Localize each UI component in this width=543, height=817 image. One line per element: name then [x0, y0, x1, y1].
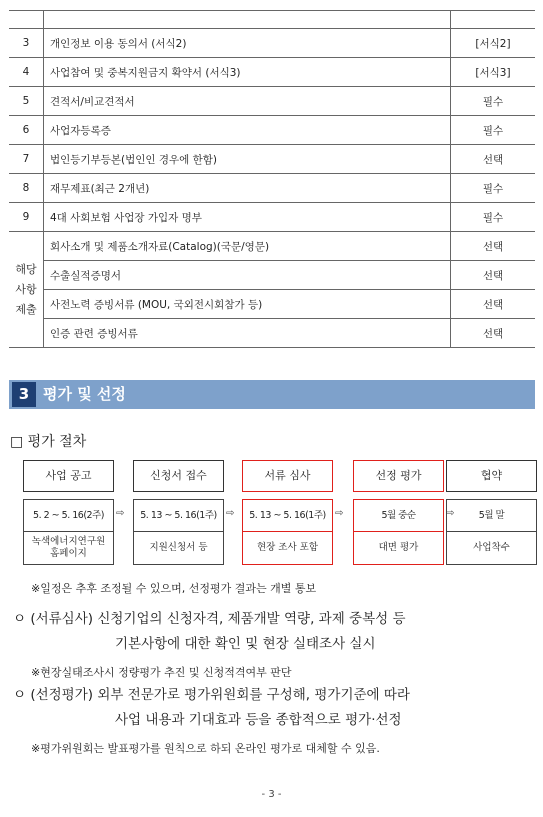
- document-name: 개인정보 이용 동의서 (서식2): [44, 29, 451, 58]
- table-row: [9, 261, 535, 290]
- row-number: 5: [9, 87, 44, 116]
- flow-step-note-line: 대면 평가: [378, 542, 419, 553]
- document-name: 견적서/비교견적서: [44, 87, 451, 116]
- document-name: 사업참여 및 중복지원금지 확약서 (서식3): [44, 58, 451, 87]
- requirement: [451, 11, 536, 29]
- flow-step: [446, 460, 537, 565]
- requirement: [서식2]: [451, 29, 536, 58]
- paragraph-1-line-2: 기본사항에 대한 확인 및 현장 실태조사 실시: [115, 636, 376, 652]
- flow-arrow-icon: ⇨: [116, 508, 125, 519]
- requirement: 선택: [451, 232, 536, 261]
- document-name: 법인등기부등본(법인인 경우에 한함): [44, 145, 451, 174]
- flow-step-title: 신청서 접수: [133, 460, 224, 492]
- document-name: 사전노력 증빙서류 (MOU, 국외전시회참가 등): [44, 290, 451, 319]
- group-label-line: 사항: [15, 282, 37, 296]
- flow-arrow-icon: ⇨: [446, 508, 455, 519]
- group-label-line: 해당: [15, 262, 37, 276]
- group-label: [9, 232, 44, 348]
- requirement: 필수: [451, 116, 536, 145]
- row-number: 9: [9, 203, 44, 232]
- document-name: [44, 11, 451, 29]
- document-name: 회사소개 및 제품소개자료(Catalog)(국문/영문): [44, 232, 451, 261]
- table-row: [9, 87, 535, 116]
- section-number: 3: [12, 382, 36, 407]
- group-label-line: 제출: [15, 302, 37, 316]
- requirement: 선택: [451, 261, 536, 290]
- table-row: [9, 203, 535, 232]
- requirement: 선택: [451, 319, 536, 348]
- flow-step-note: [23, 532, 114, 565]
- flow-step-date: 5월 중순: [353, 499, 444, 532]
- table-row: [9, 116, 535, 145]
- flow-step-date: 5. 2 ~ 5. 16(2주): [23, 499, 114, 532]
- page-number: - 3 -: [261, 789, 282, 800]
- flow-arrow-icon: ⇨: [226, 508, 235, 519]
- paragraph-2-line-1: ㅇ (선정평가) 외부 전문가로 평가위원회를 구성해, 평가기준에 따라: [13, 687, 410, 703]
- subsection-title: □ 평가 절차: [10, 434, 87, 450]
- flow-step-title: 선정 평가: [353, 460, 444, 492]
- requirement: 선택: [451, 290, 536, 319]
- documents-table: [9, 10, 535, 348]
- table-row: [9, 58, 535, 87]
- table-row: [9, 29, 535, 58]
- table-row: [9, 232, 535, 261]
- flow-step-date: 5. 13 ~ 5. 16(1주): [242, 499, 333, 532]
- flow-step-title: 사업 공고: [23, 460, 114, 492]
- table-row: [9, 290, 535, 319]
- flow-step-note: [242, 532, 333, 565]
- flow-step: [353, 460, 444, 565]
- row-number: 3: [9, 29, 44, 58]
- row-number: 7: [9, 145, 44, 174]
- table-row: [9, 145, 535, 174]
- section-title: 평가 및 선정: [43, 385, 126, 403]
- paragraph-2-line-2: 사업 내용과 기대효과 등을 종합적으로 평가·선정: [115, 712, 402, 728]
- document-name: 4대 사회보험 사업장 가입자 명부: [44, 203, 451, 232]
- requirement: 필수: [451, 203, 536, 232]
- flow-step-note: [446, 532, 537, 565]
- table-row: [9, 319, 535, 348]
- document-name: 수출실적증명서: [44, 261, 451, 290]
- flow-step-date: 5. 13 ~ 5. 16(1주): [133, 499, 224, 532]
- flow-step-note-line: 홈페이지: [50, 548, 87, 559]
- flow-step: [133, 460, 224, 565]
- flow-step: [242, 460, 333, 565]
- row-number: 8: [9, 174, 44, 203]
- requirement: 필수: [451, 174, 536, 203]
- flow-step: [23, 460, 114, 565]
- requirement: [서식3]: [451, 58, 536, 87]
- section-header: [9, 380, 535, 409]
- flow-step-title: 서류 심사: [242, 460, 333, 492]
- row-number: 6: [9, 116, 44, 145]
- paragraph-1-line-1: ㅇ (서류심사) 신청기업의 신청자격, 제품개발 역량, 과제 중복성 등: [13, 611, 406, 627]
- flow-arrow-icon: ⇨: [335, 508, 344, 519]
- flow-step-title: 협약: [446, 460, 537, 492]
- document-name: 재무제표(최근 2개년): [44, 174, 451, 203]
- flow-step-note-line: 지원신청서 등: [149, 542, 208, 553]
- note-2: ※평가위원회는 발표평가를 원칙으로 하되 온라인 평가로 대체할 수 있음.: [31, 742, 380, 755]
- flow-step-date: 5월 말: [446, 499, 537, 532]
- requirement: 선택: [451, 145, 536, 174]
- flow-step-note-line: 사업착수: [473, 542, 510, 553]
- requirement: 필수: [451, 87, 536, 116]
- row-number: 4: [9, 58, 44, 87]
- table-row: [9, 11, 535, 29]
- document-name: 인증 관련 증빙서류: [44, 319, 451, 348]
- row-number: [9, 11, 44, 29]
- flow-step-note: [353, 532, 444, 565]
- schedule-note: ※일정은 추후 조정될 수 있으며, 선정평가 결과는 개별 통보: [31, 582, 317, 595]
- table-row: [9, 174, 535, 203]
- document-name: 사업자등록증: [44, 116, 451, 145]
- flow-step-note-line: 녹색에너지연구원: [31, 536, 106, 547]
- flow-step-note: [133, 532, 224, 565]
- note-1: ※현장실태조사시 정량평가 추진 및 신청적격여부 판단: [31, 666, 292, 679]
- flow-step-note-line: 현장 조사 포함: [256, 542, 319, 553]
